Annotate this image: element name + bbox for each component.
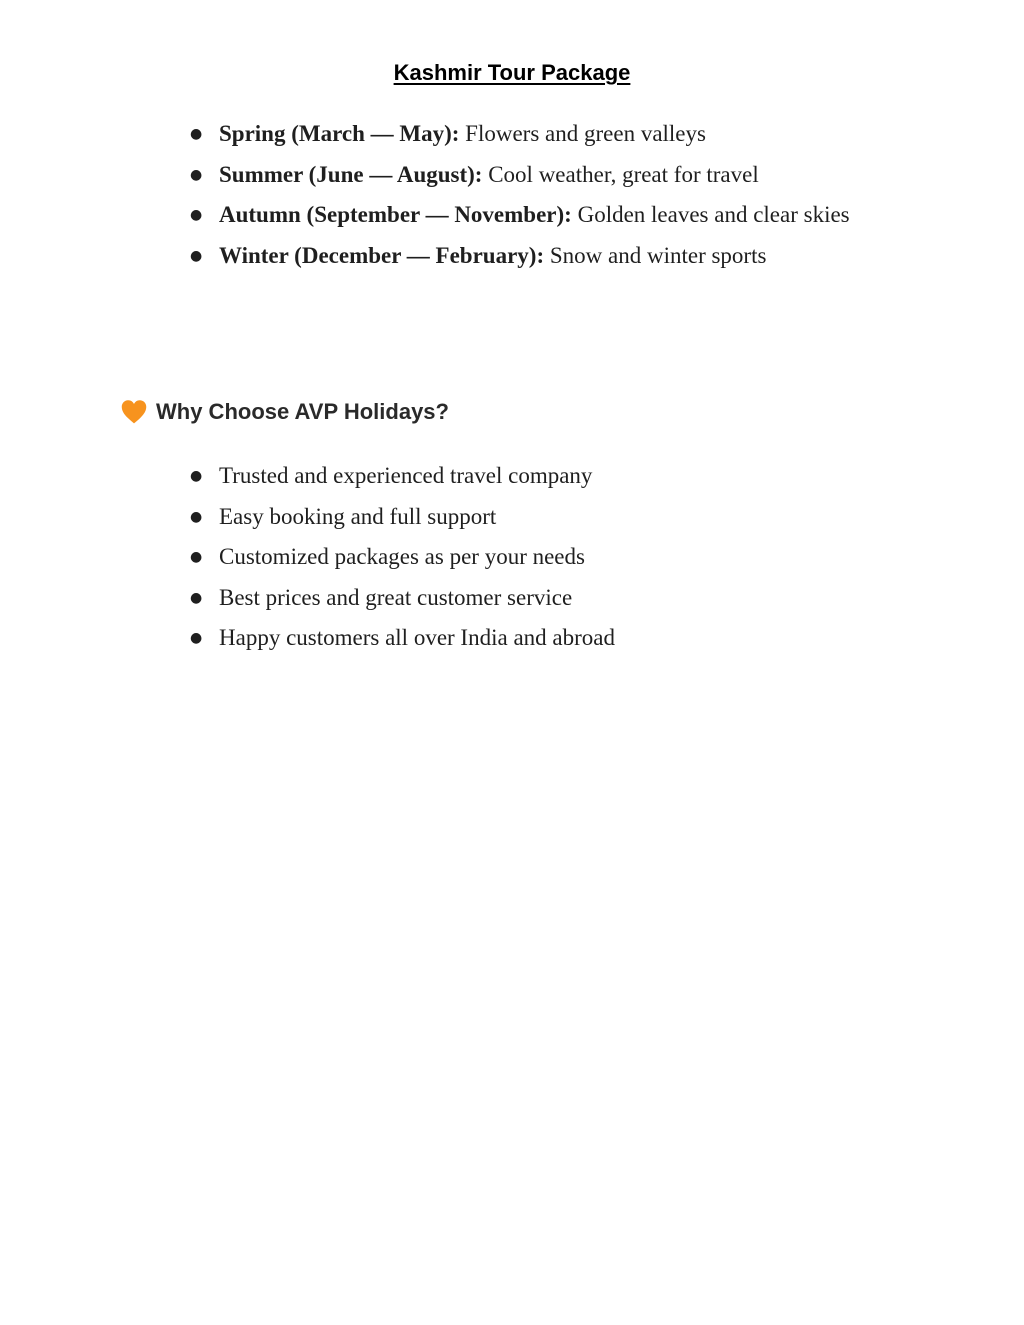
seasons-list bbox=[190, 114, 910, 276]
bullet-icon: ● bbox=[190, 508, 203, 525]
season-label: Spring (March — May): bbox=[219, 121, 460, 146]
list-item bbox=[190, 578, 910, 619]
season-description: Cool weather, great for travel bbox=[488, 161, 759, 187]
season-label: Winter (December — February): bbox=[219, 242, 545, 268]
list-item bbox=[190, 114, 910, 155]
season-label: Autumn (September — November): bbox=[219, 202, 572, 227]
bullet-icon: ● bbox=[190, 468, 203, 484]
list-item bbox=[190, 236, 910, 277]
season-label: Summer (June — August): bbox=[219, 161, 483, 187]
list-item bbox=[190, 155, 910, 196]
reasons-list bbox=[190, 456, 910, 659]
bullet-icon: ● bbox=[190, 247, 203, 264]
season-description: Golden leaves and clear skies bbox=[577, 202, 850, 227]
why-choose-heading bbox=[120, 396, 449, 428]
list-item bbox=[190, 195, 910, 236]
orange-heart-icon bbox=[120, 398, 148, 426]
list-item bbox=[190, 456, 910, 497]
season-description: Flowers and green valleys bbox=[465, 121, 706, 146]
bullet-icon: ● bbox=[190, 549, 203, 565]
page-title: Kashmir Tour Package bbox=[393, 60, 631, 85]
reason-text: Customized packages as per your needs bbox=[219, 544, 585, 569]
reason-text: Easy booking and full support bbox=[219, 503, 497, 529]
bullet-icon: ● bbox=[190, 589, 203, 606]
list-item bbox=[190, 618, 910, 659]
section-heading-text: Why Choose AVP Holidays? bbox=[156, 399, 449, 424]
bullet-icon: ● bbox=[190, 166, 203, 183]
season-description: Snow and winter sports bbox=[549, 242, 767, 268]
reason-text: Trusted and experienced travel company bbox=[219, 463, 593, 488]
bullet-icon: ● bbox=[190, 207, 203, 223]
list-item bbox=[190, 537, 910, 578]
bullet-icon: ● bbox=[190, 630, 203, 646]
reason-text: Happy customers all over India and abroad bbox=[219, 625, 615, 650]
list-item bbox=[190, 497, 910, 538]
reason-text: Best prices and great customer service bbox=[219, 584, 573, 610]
bullet-icon: ● bbox=[190, 126, 203, 142]
